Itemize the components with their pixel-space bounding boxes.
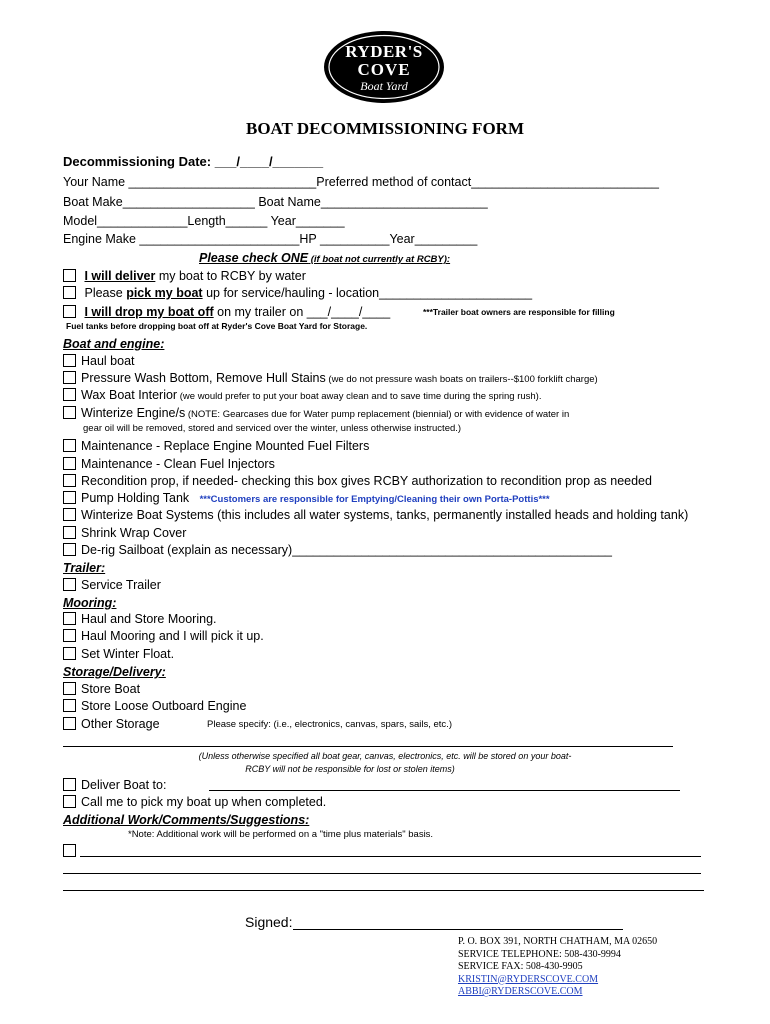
logo <box>322 29 446 107</box>
checkbox[interactable] <box>63 612 76 625</box>
decommissioning-date-row <box>63 154 323 170</box>
delivery-option-deliver[interactable] <box>63 268 306 284</box>
logo-line3: Boat Yard <box>360 79 408 93</box>
disclaimer-line2: RCBY will not be responsible for lost or stolen items) <box>245 764 455 774</box>
email-link-abbi[interactable]: ABBI@RYDERSCOVE.COM <box>458 986 583 997</box>
pickup-label: up for service/hauling - location______________________ <box>202 286 533 300</box>
pickup-label-pre: Please <box>84 286 127 300</box>
mooring-opt1-label: Haul and Store Mooring. <box>81 612 217 626</box>
additional-heading: Additional Work/Comments/Suggestions: <box>63 813 310 827</box>
footer-address: P. O. BOX 391, NORTH CHATHAM, MA 02650 <box>458 936 658 947</box>
check-one-heading <box>199 251 450 265</box>
systems-label: Winterize Boat Systems (this includes all water systems, tanks, permanently installed heads and holding tank) <box>81 508 689 522</box>
checkbox[interactable] <box>63 269 76 282</box>
option-shrink-wrap[interactable] <box>63 525 186 541</box>
delivery-option-pickup[interactable] <box>63 285 532 301</box>
deliver-label: my boat to RCBY by water <box>155 269 306 283</box>
shrink-label: Shrink Wrap Cover <box>81 526 187 540</box>
option-holding-tank[interactable] <box>63 490 550 508</box>
checkbox[interactable] <box>63 717 76 730</box>
option-winterize-engine[interactable] <box>63 405 569 423</box>
service-trailer-label: Service Trailer <box>81 578 161 592</box>
logo-line1: RYDER'S <box>345 42 423 61</box>
additional-note: *Note: Additional work will be performed on a "time plus materials" basis. <box>128 829 434 840</box>
option-store-boat[interactable] <box>63 681 140 697</box>
trailer-label-bold: I will drop my boat off <box>84 305 214 319</box>
date-label: Decommissioning Date: <box>63 154 212 169</box>
checkbox[interactable] <box>63 699 76 712</box>
mooring-opt2-label: Haul Mooring and I will pick it up. <box>81 629 264 643</box>
option-deliver-boat[interactable] <box>63 777 166 793</box>
comments-line-1[interactable] <box>80 856 701 857</box>
trailer-label: on my trailer on ___/____/____ <box>213 305 391 319</box>
holding-note: ***Customers are responsible for Emptying/Cleaning their own Porta-Pottis*** <box>199 494 550 505</box>
wax-label: Wax Boat Interior <box>81 388 178 402</box>
option-store-engine[interactable] <box>63 698 246 714</box>
option-winterize-systems[interactable] <box>63 507 688 523</box>
other-storage-label: Other Storage <box>81 717 160 731</box>
mooring-opt3-label: Set Winter Float. <box>81 647 175 661</box>
checkbox[interactable] <box>63 578 76 591</box>
footer-fax: SERVICE FAX: 508-430-9905 <box>458 961 583 972</box>
boat-engine-heading: Boat and engine: <box>63 337 165 351</box>
check-one-label: Please check ONE <box>199 251 309 265</box>
footer-phone: SERVICE TELEPHONE: 508-430-9994 <box>458 948 621 960</box>
model-field[interactable]: Model_____________Length______ Year_______ <box>63 214 345 228</box>
checkbox[interactable] <box>63 457 76 470</box>
option-derig[interactable] <box>63 542 612 558</box>
name-row <box>63 174 659 190</box>
checkbox[interactable] <box>63 682 76 695</box>
logo-line2: COVE <box>357 60 411 79</box>
prop-label: Recondition prop, if needed- checking this box gives RCBY authorization to recondition prop as needed <box>81 474 652 488</box>
store-boat-label: Store Boat <box>81 682 141 696</box>
option-service-trailer[interactable] <box>63 577 161 593</box>
pickup-label-bold: pick my boat <box>126 286 203 300</box>
checkbox[interactable] <box>63 647 76 660</box>
preferred-contact-field[interactable]: Preferred method of contact___________________________ <box>316 175 659 189</box>
trailer-note: ***Trailer boat owners are responsible for filling <box>423 307 615 317</box>
trailer-note-2: Fuel tanks before dropping boat off at Ryder's Cove Boat Yard for Storage. <box>66 321 368 331</box>
checkbox[interactable] <box>63 406 76 419</box>
checkbox[interactable] <box>63 491 76 504</box>
delivery-option-trailer[interactable] <box>63 304 390 320</box>
derig-label: De-rig Sailboat (explain as necessary)______________________________________________ <box>81 543 612 557</box>
winterize-label: Winterize Engine/s <box>81 406 186 420</box>
signature-line[interactable] <box>293 929 623 930</box>
option-recondition-prop[interactable] <box>63 473 652 489</box>
deliver-boat-label: Deliver Boat to: <box>81 778 167 792</box>
option-haul-mooring-pickup[interactable] <box>63 628 264 644</box>
call-me-label: Call me to pick my boat up when completed. <box>81 795 327 809</box>
your-name-field[interactable]: Your Name ___________________________ <box>63 175 317 189</box>
option-fuel-injectors[interactable] <box>63 456 275 472</box>
checkbox[interactable] <box>63 439 76 452</box>
storage-heading: Storage/Delivery: <box>63 665 166 679</box>
checkbox[interactable] <box>63 354 76 367</box>
signed-label: Signed: <box>245 914 293 930</box>
winterize-note: (NOTE: Gearcases due for Water pump replacement (biennial) or with evidence of water in <box>185 409 570 420</box>
comments-line-3[interactable] <box>63 890 704 891</box>
checkbox[interactable] <box>63 844 76 857</box>
page-title: BOAT DECOMMISSIONING FORM <box>245 119 524 138</box>
option-other-storage[interactable] <box>63 716 160 732</box>
option-haul-boat[interactable] <box>63 353 135 369</box>
fuel-filters-label: Maintenance - Replace Engine Mounted Fuel Filters <box>81 439 370 453</box>
pressure-label: Pressure Wash Bottom, Remove Hull Stains <box>81 371 326 385</box>
fuel-injectors-label: Maintenance - Clean Fuel Injectors <box>81 457 275 471</box>
checkbox[interactable] <box>63 526 76 539</box>
option-call-me[interactable] <box>63 794 326 810</box>
date-field[interactable]: ___/____/_______ <box>214 154 324 169</box>
deliver-boat-line[interactable] <box>209 790 680 791</box>
footer-contact <box>458 936 657 999</box>
option-wax[interactable] <box>63 387 541 405</box>
haul-label: Haul boat <box>81 354 135 368</box>
option-pressure-wash[interactable] <box>63 370 598 388</box>
checkbox[interactable] <box>63 778 76 791</box>
checkbox[interactable] <box>63 508 76 521</box>
pressure-note: (we do not pressure wash boats on trailers--$100 forklift charge) <box>325 374 598 385</box>
checkbox[interactable] <box>63 629 76 642</box>
checkbox[interactable] <box>63 286 76 299</box>
checkbox[interactable] <box>63 474 76 487</box>
specify-note: Please specify: (i.e., electronics, canvas, spars, sails, etc.) <box>207 719 452 730</box>
option-winter-float[interactable] <box>63 646 174 662</box>
checkbox[interactable] <box>63 305 76 318</box>
store-engine-label: Store Loose Outboard Engine <box>81 699 247 713</box>
mooring-heading: Mooring: <box>63 596 117 610</box>
boat-make-row <box>63 194 488 210</box>
checkbox[interactable] <box>63 388 76 401</box>
trailer-heading: Trailer: <box>63 561 106 575</box>
disclaimer-line1: (Unless otherwise specified all boat gear, canvas, electronics, etc. will be stored on your boat- <box>198 751 572 761</box>
checkbox[interactable] <box>63 543 76 556</box>
checkbox[interactable] <box>63 795 76 808</box>
other-storage-line[interactable] <box>63 746 673 747</box>
check-one-note: (if boat not currently at RCBY): <box>308 254 451 265</box>
comments-line-2[interactable] <box>63 873 701 874</box>
winterize-note-2: gear oil will be removed, stored and serviced over the winter, unless otherwise instructed.) <box>83 423 462 434</box>
holding-label: Pump Holding Tank <box>81 491 190 505</box>
option-additional-work[interactable] <box>63 843 81 859</box>
option-fuel-filters[interactable] <box>63 438 369 454</box>
deliver-label-bold: I will deliver <box>84 269 156 283</box>
email-link-kristin[interactable]: KRISTIN@RYDERSCOVE.COM <box>458 973 599 985</box>
engine-make-field[interactable]: Engine Make _______________________HP __________Year_________ <box>63 232 478 246</box>
boat-make-field[interactable]: Boat Make___________________ <box>63 195 255 209</box>
wax-note: (we would prefer to put your boat away clean and to save time during the spring rush). <box>177 391 542 402</box>
checkbox[interactable] <box>63 371 76 384</box>
boat-name-field[interactable]: Boat Name________________________ <box>254 195 488 209</box>
option-haul-store-mooring[interactable] <box>63 611 217 627</box>
